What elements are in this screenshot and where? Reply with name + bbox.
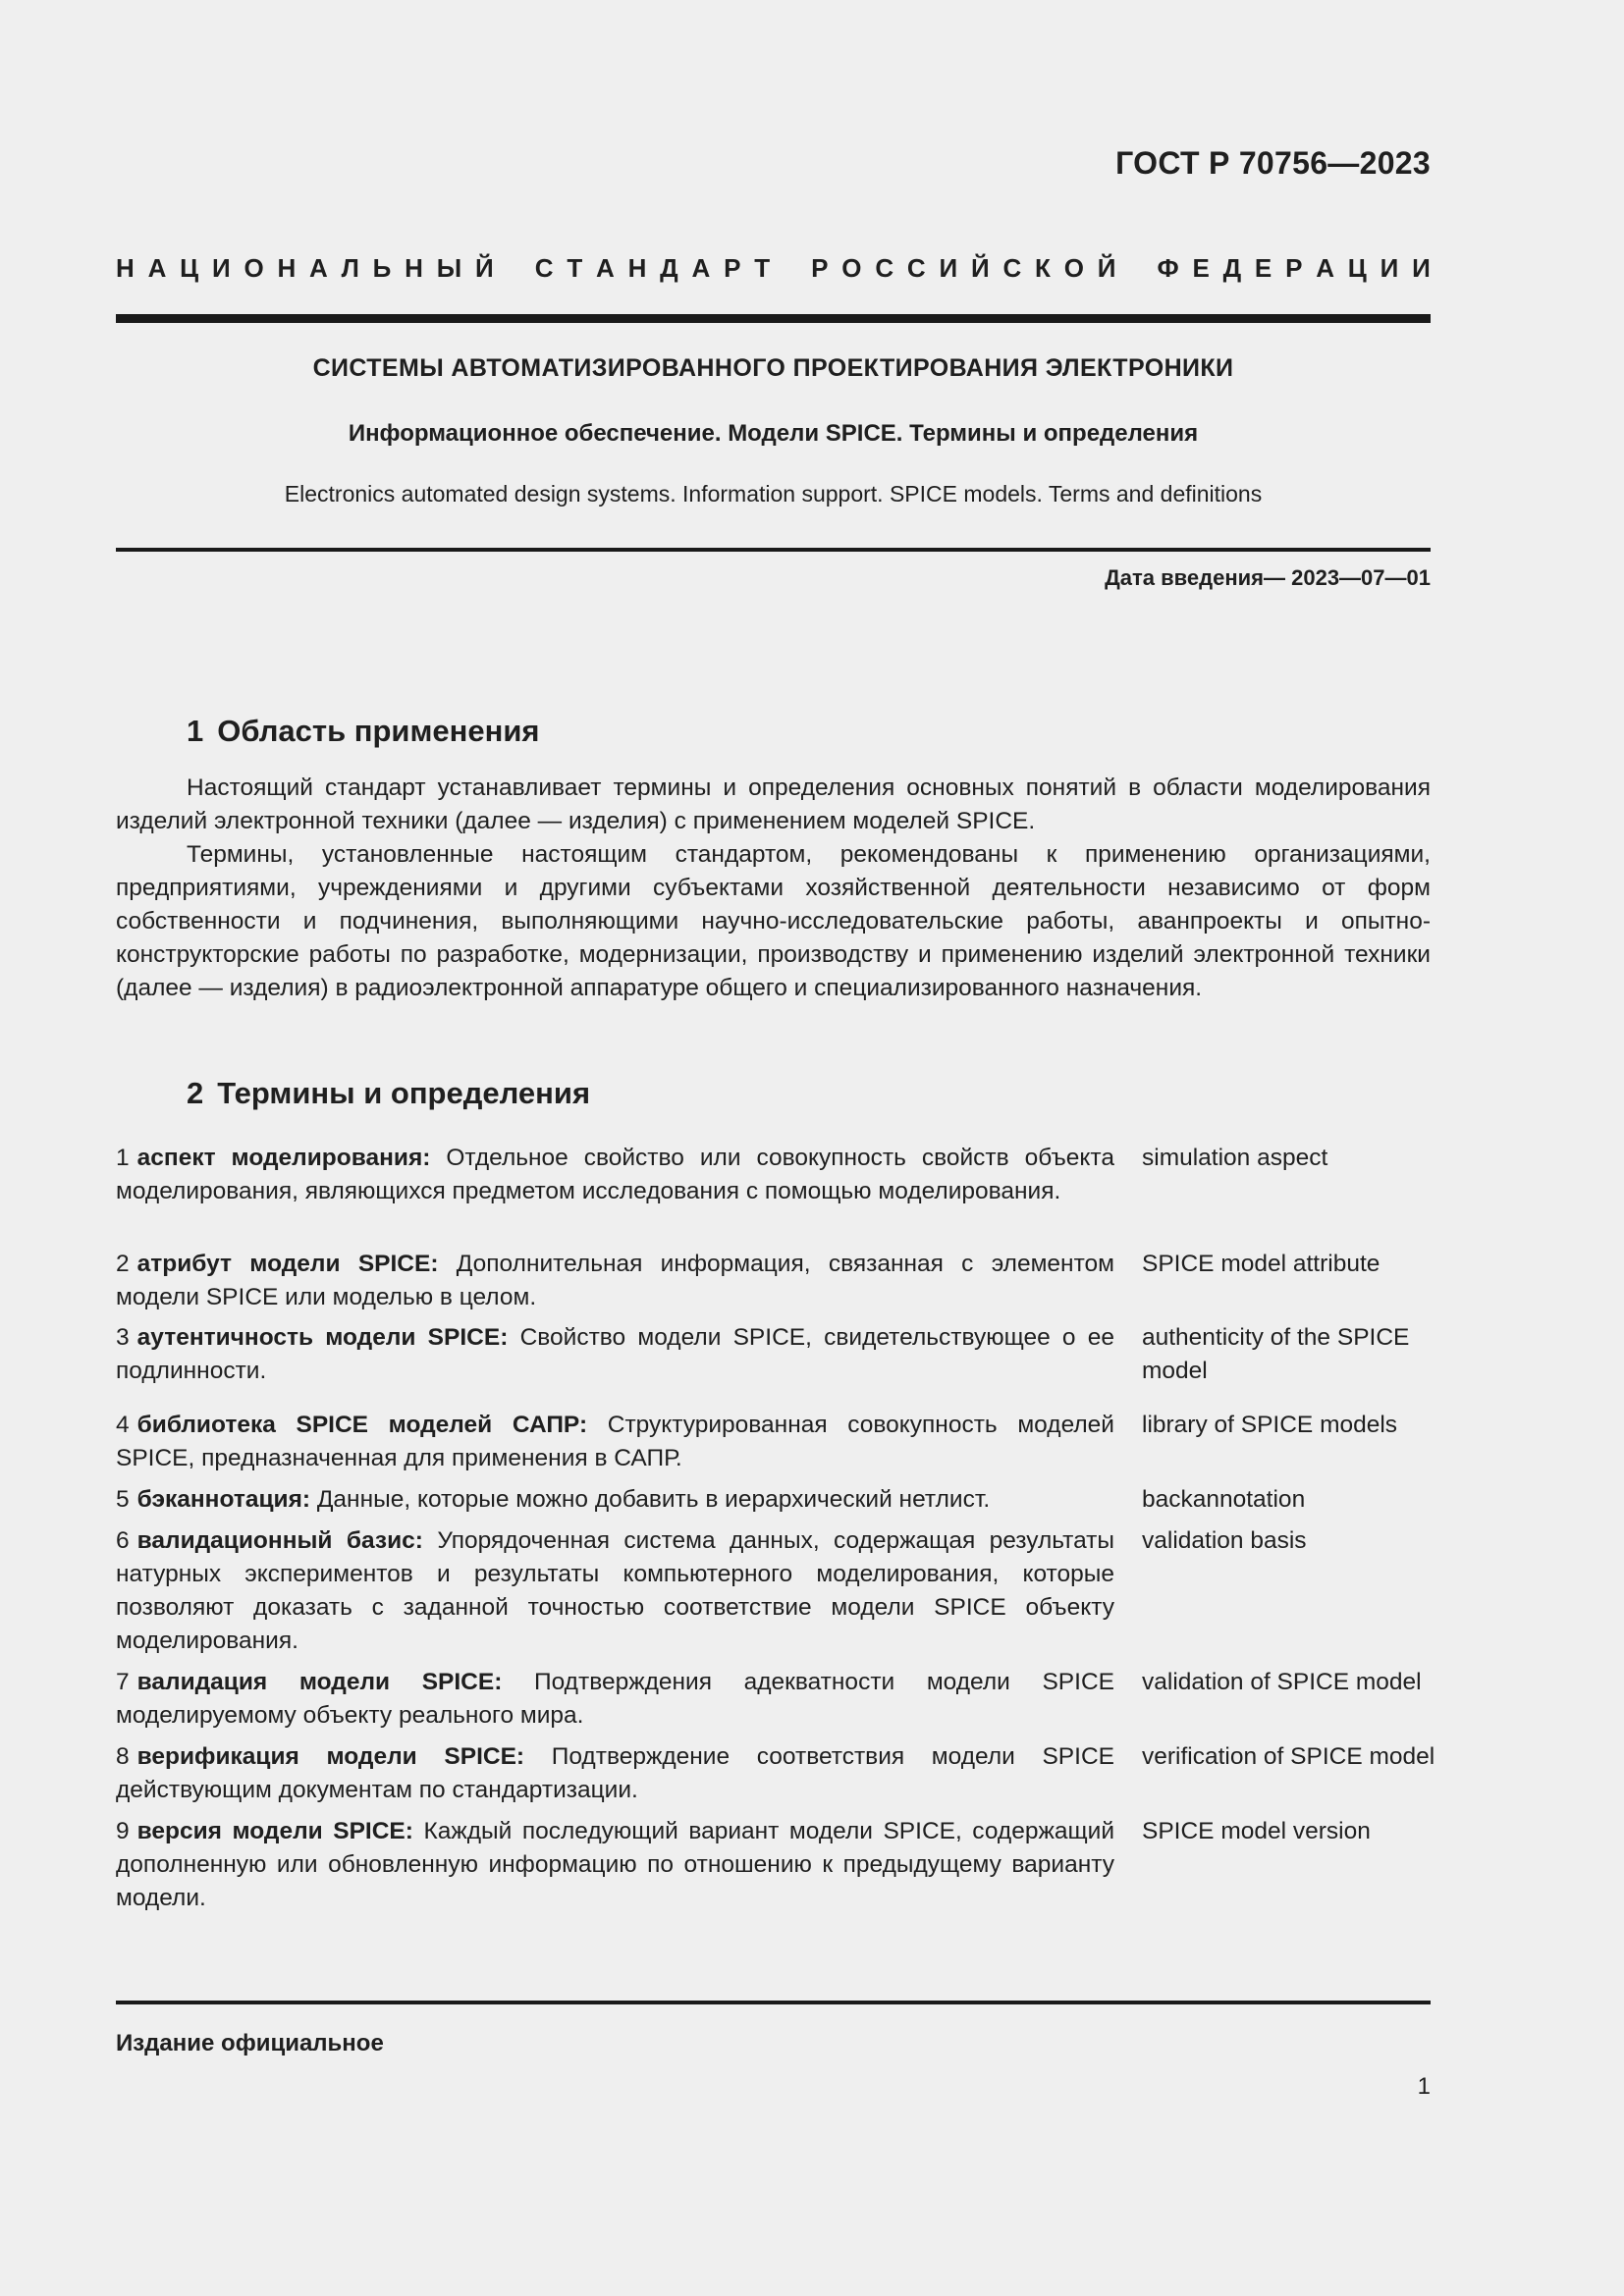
term-definition: Свойство модели SPICE, свидетельствующее о ее подлинности. (116, 1324, 1114, 1384)
term-definition: Упорядоченная система данных, содержащая результаты натурных экспериментов и результаты компьютерного моделирования, которые позволяют доказать с заданной точностью соответствие модели SPICE объекту моделирования. (116, 1527, 1114, 1654)
term-entry (116, 1321, 1431, 1388)
term-definition: Подтверждение соответствия модели SPICE действующим документам по стандартизации. (116, 1743, 1114, 1803)
term-english: authenticity of the SPICE model (1142, 1324, 1410, 1384)
term-number: 1 (116, 1145, 130, 1171)
term-number: 7 (116, 1669, 130, 1695)
term-number: 9 (116, 1818, 130, 1844)
term-number: 3 (116, 1324, 130, 1351)
term-definition-block (116, 1524, 1114, 1658)
term-name: аутентичность модели SPICE: (136, 1324, 509, 1351)
page-number: 1 (1417, 2073, 1431, 2100)
term-entry (116, 1142, 1431, 1208)
term-definition: Дополнительная информация, связанная с элементом модели SPICE или моделью в целом. (116, 1251, 1114, 1310)
section-1-paragraph: Настоящий стандарт устанавливает термины и определения основных понятий в области моделирования изделий электронной техники (далее — изделия) с применением моделей SPICE. (116, 774, 1431, 834)
term-english: library of SPICE models (1142, 1412, 1398, 1438)
term-english: simulation aspect (1142, 1145, 1328, 1171)
term-number: 8 (116, 1743, 130, 1770)
section-1-paragraph: Термины, установленные настоящим стандартом, рекомендованы к применению организациями, предприятиями, учреждениями и другими субъектами хозяйственной деятельности независимо от форм собственности и подчинения, выполняющими научно-исследовательские работы, аванпроекты и опытно-конструкторские работы по разработке, модернизации, производству и применению изделий электронной техники (далее — изделия) в радиоэлектронной аппаратуре общего и специализированного назначения. (116, 841, 1431, 1001)
term-entry (116, 1524, 1431, 1658)
header-rule (116, 314, 1431, 323)
section-2-heading (187, 1076, 590, 1111)
document-title-english: Electronics automated design systems. Information support. SPICE models. Terms and definitions (284, 481, 1263, 507)
edition-label: Издание официальное (116, 2030, 384, 2056)
term-english: validation basis (1142, 1527, 1307, 1554)
section-1-body (116, 772, 1431, 1005)
term-definition: Каждый последующий вариант модели SPICE, содержащий дополненную или обновленную информацию по отношению к предыдущему варианту модели. (116, 1818, 1115, 1911)
term-number: 6 (116, 1527, 130, 1554)
document-title: СИСТЕМЫ АВТОМАТИЗИРОВАННОГО ПРОЕКТИРОВАНИЯ ЭЛЕКТРОНИКИ (312, 354, 1234, 382)
footer-rule (116, 2001, 1431, 2004)
term-number: 5 (116, 1486, 130, 1513)
term-definition-block (116, 1666, 1114, 1733)
standard-banner: Н А Ц И О Н А Л Ь Н Ы Й С Т А Н Д А Р Т Р О С С И Й С К О Й Ф Е Д Е Р А Ц И И (116, 253, 1431, 283)
term-definition-block (116, 1248, 1114, 1314)
intro-date: Дата введения— 2023—07—01 (1105, 565, 1431, 590)
term-entry (116, 1409, 1431, 1475)
section-1-title: Область применения (217, 714, 540, 748)
term-name: аспект моделирования: (136, 1145, 431, 1171)
section-2-title: Термины и определения (217, 1076, 591, 1110)
term-number: 2 (116, 1251, 130, 1277)
term-entry (116, 1248, 1431, 1314)
term-definition: Подтверждения адекватности модели SPICE моделируемому объекту реального мира. (116, 1669, 1114, 1729)
term-name: версия модели SPICE: (136, 1818, 413, 1844)
term-entry (116, 1815, 1431, 1915)
term-name: валидационный базис: (136, 1527, 423, 1554)
term-definition-block (116, 1321, 1114, 1388)
term-entry (116, 1483, 1431, 1517)
document-subtitle: Информационное обеспечение. Модели SPICE. Термины и определения (348, 420, 1199, 447)
term-entry (116, 1666, 1431, 1733)
term-name: валидация модели SPICE: (136, 1669, 503, 1695)
term-definition: Отдельное свойство или совокупность свойств объекта моделирования, являющихся предметом исследования с помощью моделирования. (116, 1145, 1114, 1204)
term-definition: Структурированная совокупность моделей SPICE, предназначенная для применения в САПР. (116, 1412, 1114, 1471)
term-name: атрибут модели SPICE: (136, 1251, 439, 1277)
term-english: verification of SPICE model (1142, 1743, 1435, 1770)
term-name: библиотека SPICE моделей САПР: (136, 1412, 588, 1438)
section-2-number: 2 (187, 1076, 204, 1110)
section-1-heading (187, 714, 540, 749)
term-name: бэканнотация: (136, 1486, 311, 1513)
term-english: SPICE model attribute (1142, 1251, 1380, 1277)
term-entry (116, 1740, 1435, 1807)
term-definition-block (116, 1815, 1114, 1915)
term-english: backannotation (1142, 1486, 1306, 1513)
term-definition-block (116, 1483, 1114, 1517)
term-definition-block (116, 1409, 1114, 1475)
term-english: validation of SPICE model (1142, 1669, 1422, 1695)
term-english: SPICE model version (1142, 1818, 1371, 1844)
section-1-number: 1 (187, 714, 204, 748)
term-definition: Данные, которые можно добавить в иерархический нетлист. (316, 1486, 991, 1513)
gost-number: ГОСТ Р 70756—2023 (1115, 145, 1431, 181)
title-rule (116, 548, 1431, 552)
term-definition-block (116, 1740, 1114, 1807)
term-number: 4 (116, 1412, 130, 1438)
term-name: верификация модели SPICE: (136, 1743, 525, 1770)
term-definition-block (116, 1142, 1114, 1208)
